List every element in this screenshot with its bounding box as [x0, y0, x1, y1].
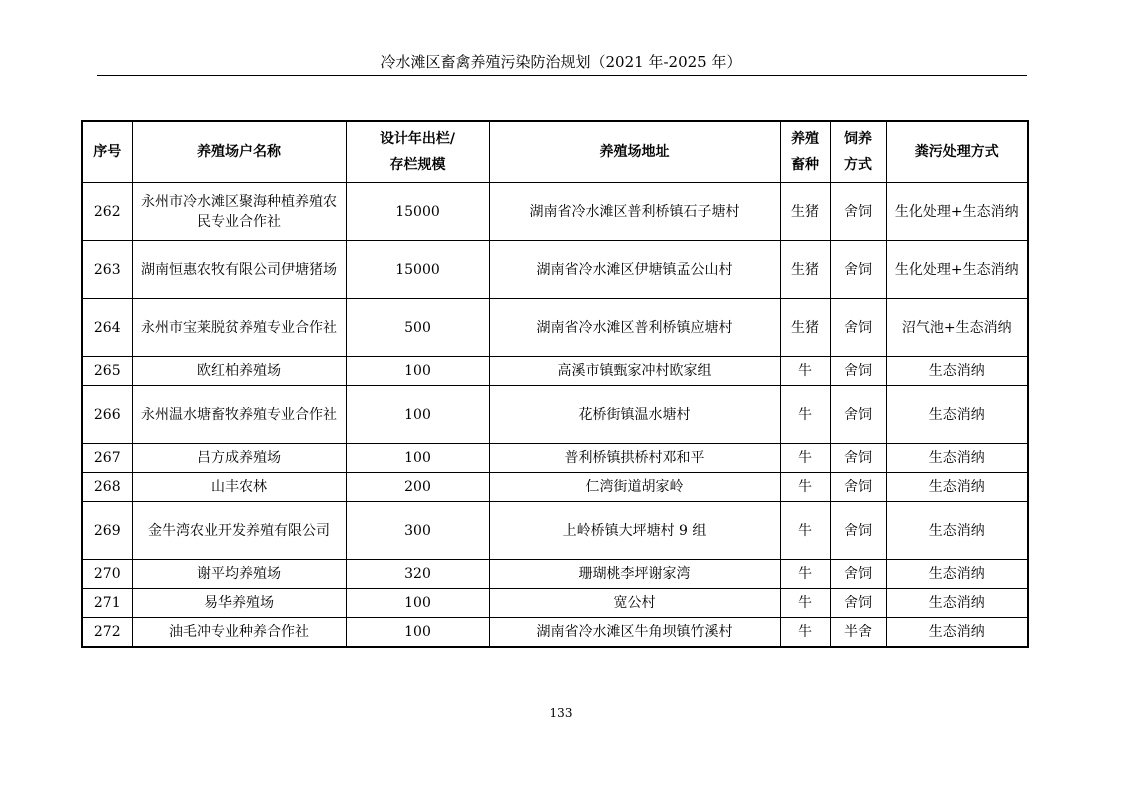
cell-species: 牛: [780, 589, 830, 618]
table-row: [82, 299, 1028, 357]
page-number: 133: [549, 706, 573, 720]
cell-index: 271: [82, 589, 132, 618]
table-row: [82, 618, 1028, 648]
cell-name: 湖南恒惠农牧有限公司伊塘猪场: [132, 241, 346, 299]
cell-species: 牛: [780, 386, 830, 444]
cell-address: 普利桥镇拱桥村邓和平: [489, 444, 780, 473]
cell-index: 263: [82, 241, 132, 299]
cell-species: 牛: [780, 357, 830, 386]
cell-treatment: 生态消纳: [886, 589, 1028, 618]
table-row: [82, 444, 1028, 473]
cell-treatment: 生化处理+生态消纳: [886, 183, 1028, 241]
cell-treatment: 生态消纳: [886, 618, 1028, 648]
cell-scale: 100: [346, 618, 489, 648]
cell-species: 生猪: [780, 241, 830, 299]
col-header-species: [780, 121, 830, 183]
cell-address: 仁湾街道胡家岭: [489, 473, 780, 502]
cell-name: 吕方成养殖场: [132, 444, 346, 473]
cell-name: 易华养殖场: [132, 589, 346, 618]
cell-name: 谢平均养殖场: [132, 560, 346, 589]
col-header-scale: [346, 121, 489, 183]
cell-treatment: 生化处理+生态消纳: [886, 241, 1028, 299]
cell-index: 272: [82, 618, 132, 648]
table-row: [82, 183, 1028, 241]
col-header-species-line1: 养殖: [791, 131, 819, 147]
cell-species: 牛: [780, 560, 830, 589]
cell-scale: 500: [346, 299, 489, 357]
cell-index: 264: [82, 299, 132, 357]
cell-scale: 100: [346, 444, 489, 473]
cell-species: 牛: [780, 444, 830, 473]
table-row: [82, 473, 1028, 502]
table-row: [82, 589, 1028, 618]
page-header-title: 冷水滩区畜禽养殖污染防治规划（2021 年-2025 年）: [380, 53, 742, 71]
cell-address: 湖南省冷水滩区牛角坝镇竹溪村: [489, 618, 780, 648]
cell-name: 永州温水塘畜牧养殖专业合作社: [132, 386, 346, 444]
col-header-feeding-line1: 饲养: [844, 131, 872, 147]
col-header-species-line2: 畜种: [791, 157, 819, 173]
cell-address: 宽公村: [489, 589, 780, 618]
cell-index: 262: [82, 183, 132, 241]
col-header-name: 养殖场户名称: [132, 121, 346, 183]
cell-scale: 320: [346, 560, 489, 589]
col-header-treatment: 粪污处理方式: [886, 121, 1028, 183]
cell-feeding: 半舍: [830, 618, 886, 648]
cell-treatment: 生态消纳: [886, 444, 1028, 473]
cell-feeding: 舍饲: [830, 589, 886, 618]
col-header-index: 序号: [82, 121, 132, 183]
col-header-scale-line2: 存栏规模: [389, 157, 446, 173]
table-row: [82, 241, 1028, 299]
cell-species: 牛: [780, 502, 830, 560]
table-row: [82, 560, 1028, 589]
table-row: [82, 386, 1028, 444]
col-header-feeding-line2: 方式: [844, 157, 872, 173]
cell-scale: 300: [346, 502, 489, 560]
cell-feeding: 舍饲: [830, 560, 886, 589]
cell-treatment: 生态消纳: [886, 560, 1028, 589]
cell-name: 山丰农林: [132, 473, 346, 502]
cell-treatment: 生态消纳: [886, 386, 1028, 444]
cell-feeding: 舍饲: [830, 357, 886, 386]
cell-scale: 200: [346, 473, 489, 502]
cell-index: 266: [82, 386, 132, 444]
cell-feeding: 舍饲: [830, 473, 886, 502]
cell-name: 油毛冲专业种养合作社: [132, 618, 346, 648]
col-header-scale-line1: 设计年出栏/: [379, 131, 456, 147]
cell-address: 珊瑚桃李坪谢家湾: [489, 560, 780, 589]
farm-table: [81, 120, 1029, 648]
cell-species: 生猪: [780, 183, 830, 241]
header-divider: [97, 75, 1027, 76]
cell-feeding: 舍饲: [830, 299, 886, 357]
cell-name: 欧红柏养殖场: [132, 357, 346, 386]
cell-address: 湖南省冷水滩区普利桥镇应塘村: [489, 299, 780, 357]
cell-feeding: 舍饲: [830, 444, 886, 473]
cell-feeding: 舍饲: [830, 386, 886, 444]
table-row: [82, 502, 1028, 560]
cell-scale: 15000: [346, 241, 489, 299]
cell-address: 花桥街镇温水塘村: [489, 386, 780, 444]
cell-scale: 15000: [346, 183, 489, 241]
cell-scale: 100: [346, 357, 489, 386]
col-header-feeding: [830, 121, 886, 183]
col-header-address: 养殖场地址: [489, 121, 780, 183]
table-row: [82, 357, 1028, 386]
cell-treatment: 生态消纳: [886, 502, 1028, 560]
cell-treatment: 沼气池+生态消纳: [886, 299, 1028, 357]
cell-feeding: 舍饲: [830, 241, 886, 299]
table-header-row: [82, 121, 1028, 183]
cell-name: 永州市冷水滩区聚海种植养殖农民专业合作社: [132, 183, 346, 241]
cell-species: 牛: [780, 618, 830, 648]
cell-feeding: 舍饲: [830, 183, 886, 241]
cell-address: 湖南省冷水滩区普利桥镇石子塘村: [489, 183, 780, 241]
cell-scale: 100: [346, 386, 489, 444]
cell-index: 265: [82, 357, 132, 386]
cell-treatment: 生态消纳: [886, 473, 1028, 502]
cell-address: 高溪市镇甄家冲村欧家组: [489, 357, 780, 386]
cell-name: 金牛湾农业开发养殖有限公司: [132, 502, 346, 560]
cell-name: 永州市宝莱脱贫养殖专业合作社: [132, 299, 346, 357]
cell-index: 268: [82, 473, 132, 502]
cell-species: 生猪: [780, 299, 830, 357]
cell-species: 牛: [780, 473, 830, 502]
cell-treatment: 生态消纳: [886, 357, 1028, 386]
cell-index: 269: [82, 502, 132, 560]
cell-address: 湖南省冷水滩区伊塘镇孟公山村: [489, 241, 780, 299]
cell-index: 267: [82, 444, 132, 473]
cell-index: 270: [82, 560, 132, 589]
cell-feeding: 舍饲: [830, 502, 886, 560]
cell-address: 上岭桥镇大坪塘村 9 组: [489, 502, 780, 560]
cell-scale: 100: [346, 589, 489, 618]
